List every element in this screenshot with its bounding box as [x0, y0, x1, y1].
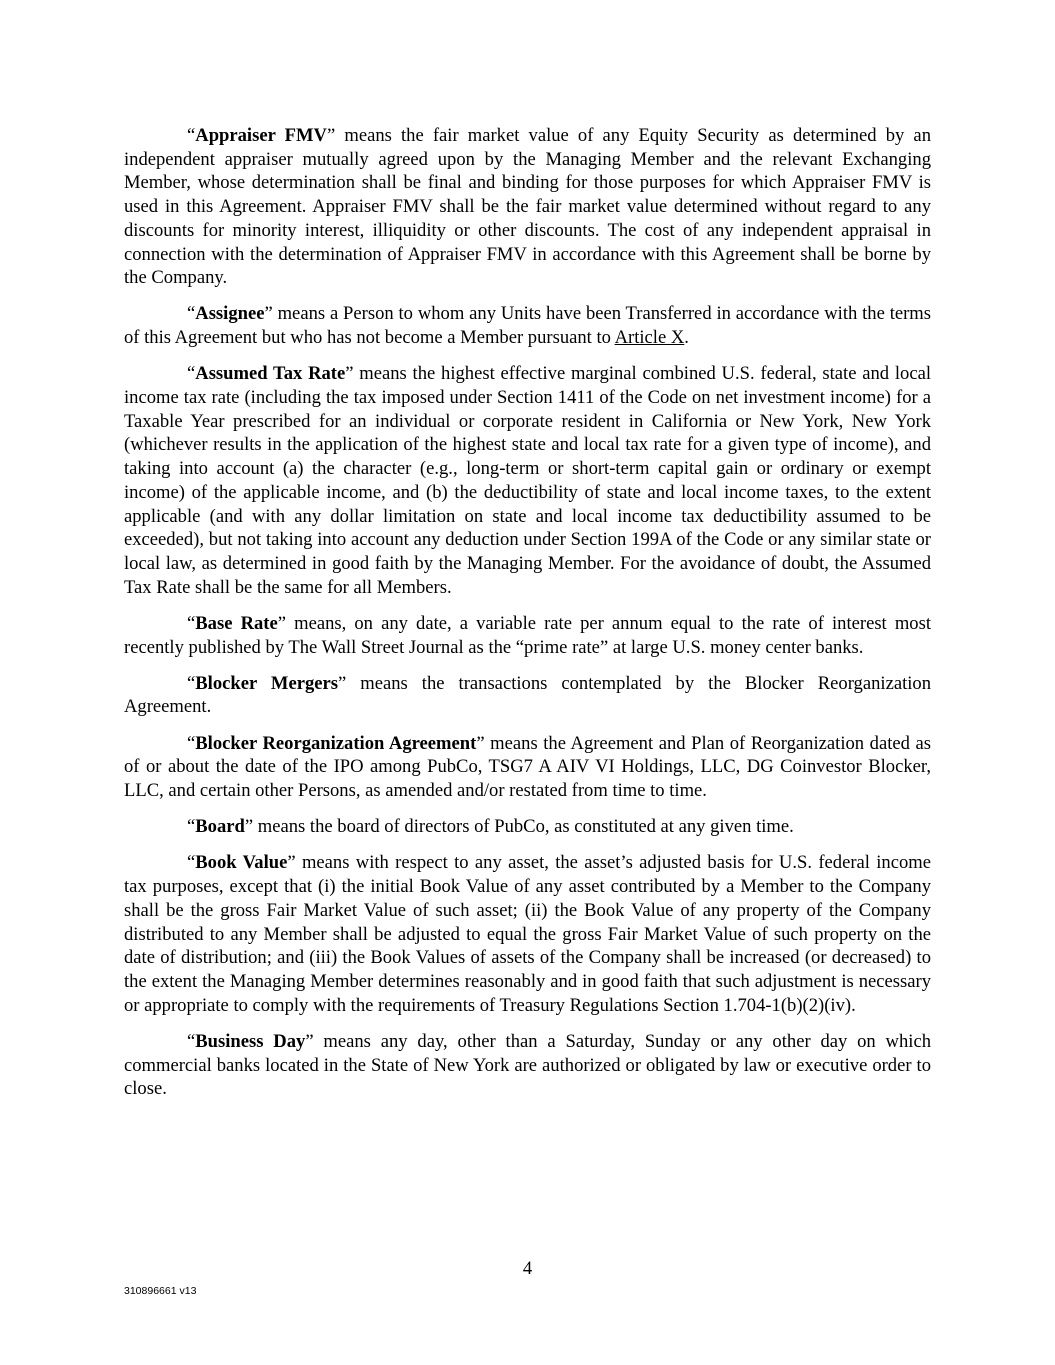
definition-business-day — [124, 1030, 931, 1101]
open-quote: “ — [187, 125, 196, 146]
open-quote: “ — [187, 303, 196, 325]
open-quote: “ — [187, 816, 196, 838]
close-quote: ” — [264, 303, 273, 325]
defined-term: Business Day — [195, 1030, 306, 1052]
open-quote: “ — [187, 852, 196, 874]
document-body — [124, 124, 931, 1114]
definition-blocker-reorganization-agreement — [124, 732, 931, 803]
definition-text: means a Person to whom any Units have been Transferred in accordance with the terms of this Agreement but who has not become a Member pursuant to — [124, 303, 931, 349]
open-quote: “ — [187, 612, 196, 634]
defined-term: Blocker Reorganization Agreement — [195, 732, 477, 754]
definition-base-rate — [124, 612, 931, 659]
open-quote: “ — [187, 732, 196, 754]
page-number: 4 — [522, 1258, 533, 1279]
defined-term: Book Value — [195, 852, 288, 874]
close-quote: ” — [338, 672, 347, 694]
close-quote: ” — [244, 816, 254, 838]
definition-text: means the fair market value of any Equity Security as determined by an independent appraiser mutually agreed upon by the Managing Member and the relevant Exchanging Member, whose determination shall be final and binding for those purposes for which Appraiser FMV is used in this Agreement. Appraiser FMV shall be the fair market value determined without regard to any discounts for minority interest, illiquidity or other discounts. The cost of any independent appraisal in connection with the determination of Appraiser FMV in accordance with this Agreement shall be borne by the Company. — [124, 125, 931, 289]
document-id: 310896661 v13 — [124, 1285, 197, 1297]
close-quote: ” — [277, 612, 286, 634]
definition-assignee — [124, 302, 931, 349]
defined-term: Appraiser FMV — [195, 125, 327, 146]
close-quote: ” — [305, 1030, 314, 1052]
definition-text: means with respect to any asset, the asset’s adjusted basis for U.S. federal income tax purposes, except that (i) the initial Book Value of any asset contributed by a Member to the Company shall be the gross Fair Market Value of such asset; (ii) the Book Value of any property of the Company distributed to any Member shall be adjusted to equal the gross Fair Market Value of such property on the date of distribution; and (iii) the Book Values of assets of the Company shall be increased (or decreased) to the extent the Managing Member determines reasonably and in good faith that such adjustment is necessary or appropriate to comply with the requirements of Treasury Regulations Section 1.704-1(b)(2)(iv). — [124, 852, 931, 1016]
definition-appraiser-fmv — [124, 124, 931, 290]
defined-term: Blocker Mergers — [195, 672, 339, 694]
definition-board — [124, 815, 931, 839]
close-quote: ” — [476, 732, 485, 754]
definition-text: means the transactions contemplated by the Blocker Reorganization Agreement. — [124, 672, 932, 718]
definition-text-end: . — [684, 327, 689, 349]
definition-text: means the highest effective marginal combined U.S. federal, state and local income tax rate (including the tax imposed under Section 1411 of the Code on net investment income) for a Taxable Year prescribed for an individual or corporate resident in California or New York, New York (whichever results in the application of the highest state and local tax rate for a given type of income), and taking into account (a) the character (e.g., long-term or short-term capital gain or ordinary or exempt income) of the applicable income, and (b) the deductibility of state and local income taxes, to the extent applicable (and with any dollar limitation on state and local income tax deductibility assumed to be exceeded), but not taking into account any deduction under Section 199A of the Code or any similar state or local law, as determined in good faith by the Managing Member. For the avoidance of doubt, the Assumed Tax Rate shall be the same for all Members. — [124, 363, 931, 598]
defined-term: Assignee — [195, 303, 265, 325]
definition-text: means the Agreement and Plan of Reorganization dated as of or about the date of the IPO among PubCo, TSG7 A AIV VI Holdings, LLC, DG Coinvestor Blocker, LLC, and certain other Persons, as amended and/or restated from time to time. — [124, 732, 931, 802]
defined-term: Board — [195, 816, 245, 838]
definition-assumed-tax-rate — [124, 362, 931, 599]
close-quote: ” — [345, 363, 354, 385]
definition-text: means the board of directors of PubCo, as constituted at any given time. — [253, 816, 794, 838]
open-quote: “ — [187, 363, 196, 385]
definition-text: means, on any date, a variable rate per annum equal to the rate of interest most recently published by The Wall Street Journal as the “prime rate” at large U.S. money center banks. — [124, 612, 931, 658]
defined-term: Base Rate — [195, 612, 278, 634]
definition-text: means any day, other than a Saturday, Sunday or any other day on which commercial banks located in the State of New York are authorized or obligated by law or executive order to close. — [124, 1030, 931, 1100]
article-x-reference: Article X — [614, 327, 685, 349]
definition-blocker-mergers — [124, 672, 931, 719]
open-quote: “ — [187, 1030, 196, 1052]
defined-term: Assumed Tax Rate — [195, 363, 346, 385]
open-quote: “ — [187, 672, 196, 694]
definition-book-value — [124, 851, 931, 1017]
close-quote: ” — [326, 125, 336, 146]
close-quote: ” — [287, 852, 296, 874]
